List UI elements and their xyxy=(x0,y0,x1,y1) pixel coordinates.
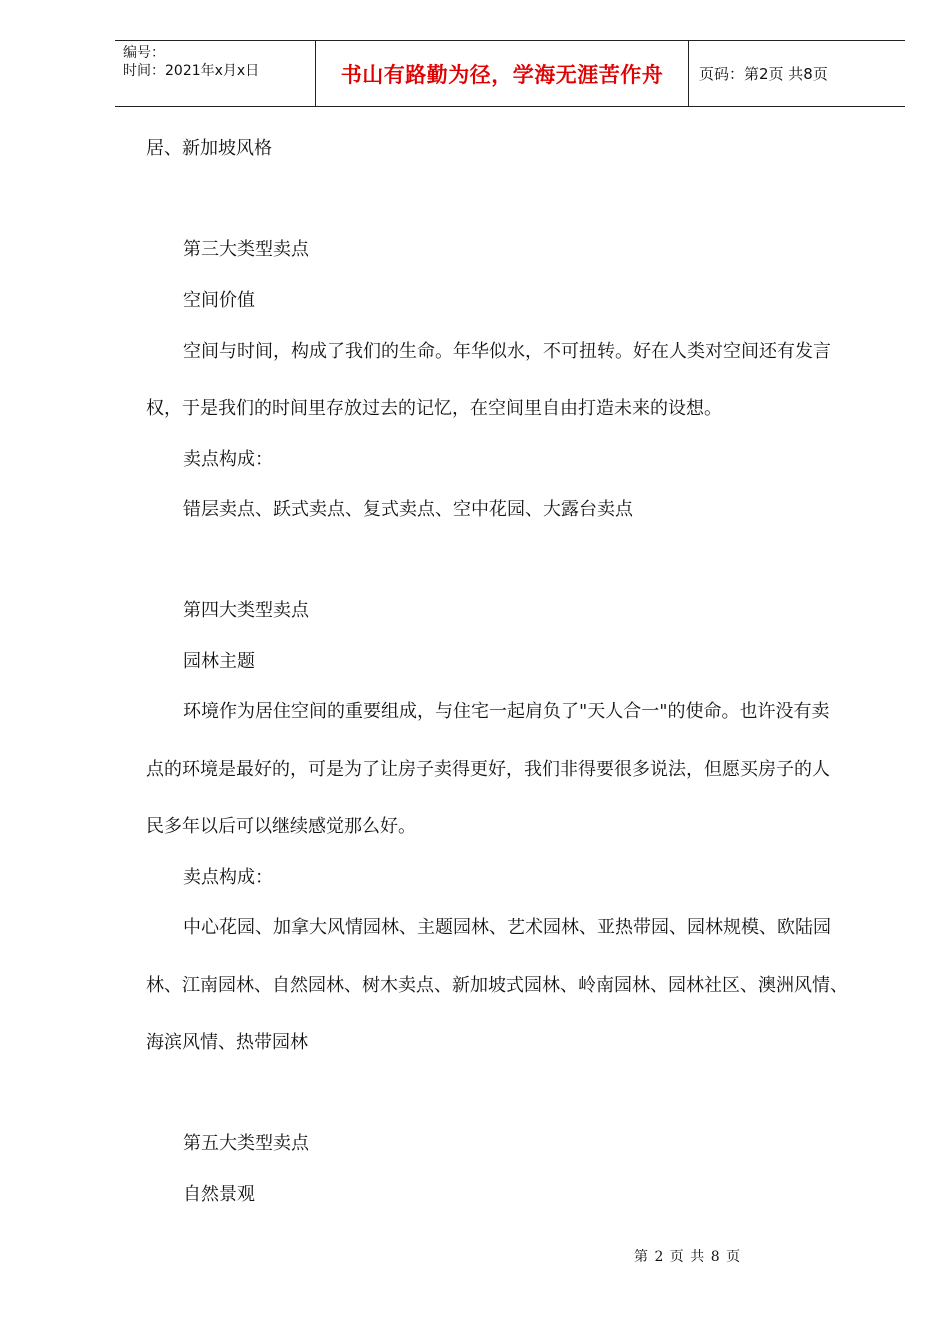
subheading: 自然景观 xyxy=(183,1184,255,1205)
header-motto: 书山有路勤为径，学海无涯苦作舟 xyxy=(316,41,689,106)
subheading: 空间价值 xyxy=(183,290,255,311)
section-heading: 第五大类型卖点 xyxy=(183,1133,309,1154)
header-meta xyxy=(115,41,316,106)
list-line: 林、江南园林、自然园林、树木卖点、新加坡式园林、岭南园林、园林社区、澳洲风情、 xyxy=(146,975,848,996)
list-line: 中心花园、加拿大风情园林、主题园林、艺术园林、亚热带园、园林规模、欧陆园 xyxy=(183,917,831,938)
subheading: 园林主题 xyxy=(183,651,255,672)
list-line: 海滨风情、热带园林 xyxy=(146,1032,308,1053)
body-line: 居、新加坡风格 xyxy=(146,138,272,159)
list-label: 卖点构成： xyxy=(183,449,273,470)
list-line: 错层卖点、跃式卖点、复式卖点、空中花园、大露台卖点 xyxy=(183,499,633,520)
paragraph-line: 点的环境是最好的，可是为了让房子卖得更好，我们非得要很多说法，但愿买房子的人 xyxy=(146,759,830,780)
header-page-info: 页码：第2页 共8页 xyxy=(699,65,828,83)
number-label: 编号： xyxy=(123,45,165,61)
section-heading: 第四大类型卖点 xyxy=(183,600,309,621)
paragraph-line: 权，于是我们的时间里存放过去的记忆，在空间里自由打造未来的设想。 xyxy=(146,398,722,419)
page-header xyxy=(115,40,905,107)
time-label: 时间：2021年x月x日 xyxy=(123,63,260,79)
page-footer: 第 2 页 共 8 页 xyxy=(634,1249,742,1265)
section-heading: 第三大类型卖点 xyxy=(183,239,309,260)
paragraph-line: 环境作为居住空间的重要组成，与住宅一起肩负了"天人合一"的使命。也许没有卖 xyxy=(183,701,830,722)
paragraph-line: 空间与时间，构成了我们的生命。年华似水，不可扭转。好在人类对空间还有发言 xyxy=(183,341,831,362)
list-label: 卖点构成： xyxy=(183,867,273,888)
paragraph-line: 民多年以后可以继续感觉那么好。 xyxy=(146,816,416,837)
